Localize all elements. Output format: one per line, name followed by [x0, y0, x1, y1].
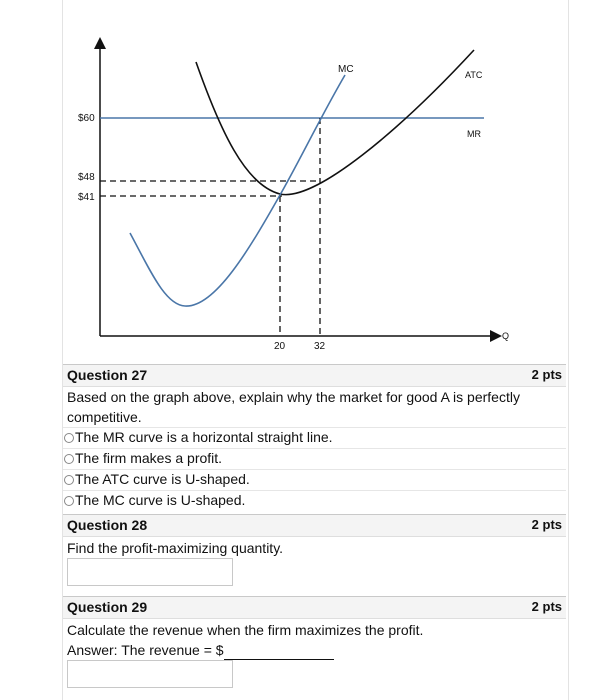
question-27-prompt-line1: Based on the graph above, explain why the market for good A is perfectly: [67, 389, 520, 405]
question-27-title: Question 27: [67, 367, 148, 383]
radio-button[interactable]: [64, 475, 74, 485]
option-mc-u-shaped[interactable]: [63, 490, 566, 511]
question-29-header: [63, 596, 566, 619]
question-28-answer-input[interactable]: [67, 558, 233, 586]
question-27-points: 2 pts: [531, 367, 562, 382]
radio-button[interactable]: [64, 496, 74, 506]
option-atc-u-shaped[interactable]: [63, 469, 566, 490]
question-28-prompt: Find the profit-maximizing quantity.: [67, 540, 284, 556]
atc-label: ATC: [465, 70, 483, 80]
y-label-41: $41: [78, 192, 95, 203]
radio-button[interactable]: [64, 433, 74, 443]
question-28-title: Question 28: [67, 517, 148, 533]
y-label-60: $60: [78, 113, 95, 124]
mc-curve: [130, 75, 345, 306]
question-28-points: 2 pts: [531, 517, 562, 532]
x-axis-label: Q: [502, 331, 510, 341]
option-firm-profit[interactable]: [63, 448, 566, 469]
question-27-prompt-line2: competitive.: [67, 409, 142, 425]
atc-curve: [196, 50, 474, 195]
option-label: The ATC curve is U-shaped.: [75, 471, 250, 487]
mc-label: MC: [338, 64, 354, 75]
option-label: The MC curve is U-shaped.: [75, 492, 246, 508]
answer-blank: [224, 645, 334, 660]
question-29-answer-line: [67, 640, 334, 660]
question-27-header: [63, 364, 566, 387]
radio-button[interactable]: [64, 454, 74, 464]
mr-label: MR: [467, 129, 481, 139]
option-label: The firm makes a profit.: [75, 450, 223, 466]
answer-prefix: Answer: The revenue = $: [67, 642, 224, 658]
question-29-title: Question 29: [67, 599, 148, 615]
question-29-points: 2 pts: [531, 599, 562, 614]
option-mr-horizontal[interactable]: [63, 427, 566, 448]
x-label-20: 20: [274, 341, 286, 352]
question-29-answer-input[interactable]: [67, 660, 233, 688]
option-label: The MR curve is a horizontal straight line.: [75, 429, 333, 445]
question-28-header: [63, 514, 566, 537]
question-29-prompt: Calculate the revenue when the firm maximizes the profit.: [67, 622, 424, 638]
y-label-48: $48: [78, 172, 95, 183]
x-label-32: 32: [314, 341, 326, 352]
